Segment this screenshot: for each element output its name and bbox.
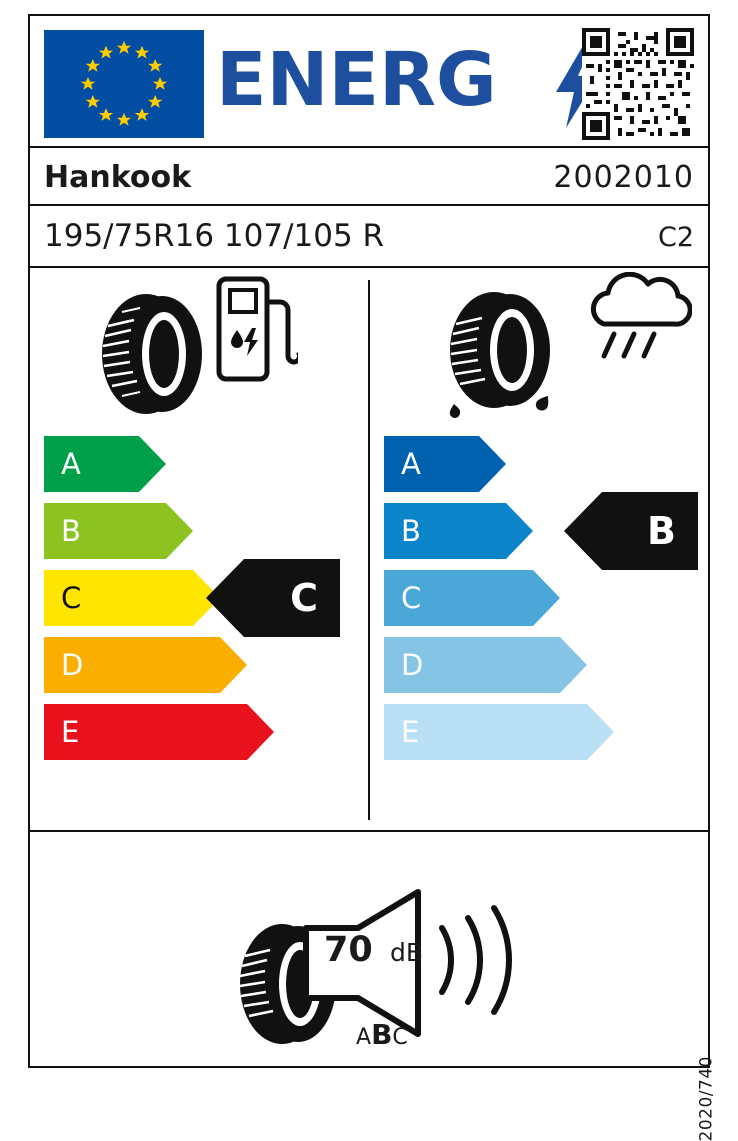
bar-arrow-tip (139, 436, 166, 492)
fuel-result-arrow (244, 559, 340, 637)
fuel-pictograms (30, 268, 368, 418)
bar-arrow-tip (506, 503, 533, 559)
bar-arrow-tip (479, 436, 506, 492)
wet-grip-grade-bar (384, 570, 533, 626)
fuel-grade-row (30, 570, 368, 626)
wet-grip-grade-scale (370, 436, 708, 771)
result-arrow-tip (206, 559, 244, 637)
tyre-icon (100, 292, 204, 420)
tyre-class: C2 (657, 222, 694, 253)
noise-class-a: A (356, 1025, 372, 1050)
qr-code-icon (582, 28, 694, 140)
wet-grip-result-letter: B (647, 509, 676, 553)
wet-grip-grade-letter: C (401, 581, 422, 615)
sound-waves-icon (434, 904, 530, 1020)
fuel-grade-row (30, 503, 368, 559)
fuel-pump-icon (216, 276, 298, 386)
grade-panels (30, 268, 708, 828)
energy-wordmark: ENERG (216, 37, 497, 123)
bar-arrow-tip (166, 503, 193, 559)
model-code: 2002010 (553, 160, 694, 195)
fuel-grade-letter: B (61, 514, 81, 548)
fuel-grade-row (30, 436, 368, 492)
bar-arrow-tip (533, 570, 560, 626)
wet-grip-grade-letter: E (401, 715, 420, 749)
noise-pictogram (238, 868, 538, 1051)
noise-class-c: C (392, 1025, 408, 1050)
bar-arrow-tip (247, 704, 274, 760)
wet-grip-grade-row (370, 503, 708, 559)
wet-grip-grade-bar (384, 503, 506, 559)
noise-unit: dB (390, 938, 424, 967)
result-arrow-tip (564, 492, 602, 570)
wet-grip-grade-bar (384, 704, 587, 760)
fuel-grade-letter: C (61, 581, 82, 615)
size-row (30, 206, 708, 266)
fuel-grade-bar (44, 570, 193, 626)
fuel-grade-letter: E (61, 715, 80, 749)
wet-grip-pictograms (370, 268, 708, 418)
brand-name: Hankook (44, 160, 192, 195)
wet-grip-grade-bar (384, 637, 560, 693)
wet-grip-grade-row (370, 704, 708, 760)
noise-panel (30, 832, 716, 1141)
rain-cloud-icon (580, 272, 692, 376)
fuel-grade-bar (44, 436, 139, 492)
wet-grip-panel (370, 268, 708, 828)
fuel-grade-letter: D (61, 648, 84, 682)
fuel-grade-row (30, 704, 368, 760)
noise-class-scale (356, 1018, 408, 1051)
fuel-result-letter: C (290, 576, 318, 620)
wet-grip-grade-row (370, 436, 708, 492)
wet-grip-grade-bar (384, 436, 479, 492)
fuel-grade-scale (30, 436, 368, 771)
regulation-code: 2020/740 (696, 1056, 716, 1141)
wet-grip-result-arrow (602, 492, 698, 570)
label-header (30, 16, 708, 146)
fuel-grade-bar (44, 503, 166, 559)
wet-grip-grade-row (370, 570, 708, 626)
bar-arrow-tip (220, 637, 247, 693)
fuel-grade-bar (44, 704, 247, 760)
tyre-size: 195/75R16 107/105 R (44, 218, 385, 254)
fuel-grade-row (30, 637, 368, 693)
fuel-grade-letter: A (61, 447, 81, 481)
wet-grip-grade-letter: D (401, 648, 424, 682)
fuel-efficiency-panel (30, 268, 368, 828)
brand-row (30, 148, 708, 204)
noise-class-current: B (371, 1018, 393, 1051)
noise-value: 70 (324, 930, 373, 970)
bar-arrow-tip (560, 637, 587, 693)
tyre-energy-label (28, 14, 716, 1141)
wet-grip-grade-row (370, 637, 708, 693)
wet-grip-grade-letter: B (401, 514, 421, 548)
fuel-grade-bar (44, 637, 220, 693)
bar-arrow-tip (587, 704, 614, 760)
tyre-icon (448, 292, 568, 422)
eu-flag-icon (44, 30, 204, 138)
wet-grip-grade-letter: A (401, 447, 421, 481)
